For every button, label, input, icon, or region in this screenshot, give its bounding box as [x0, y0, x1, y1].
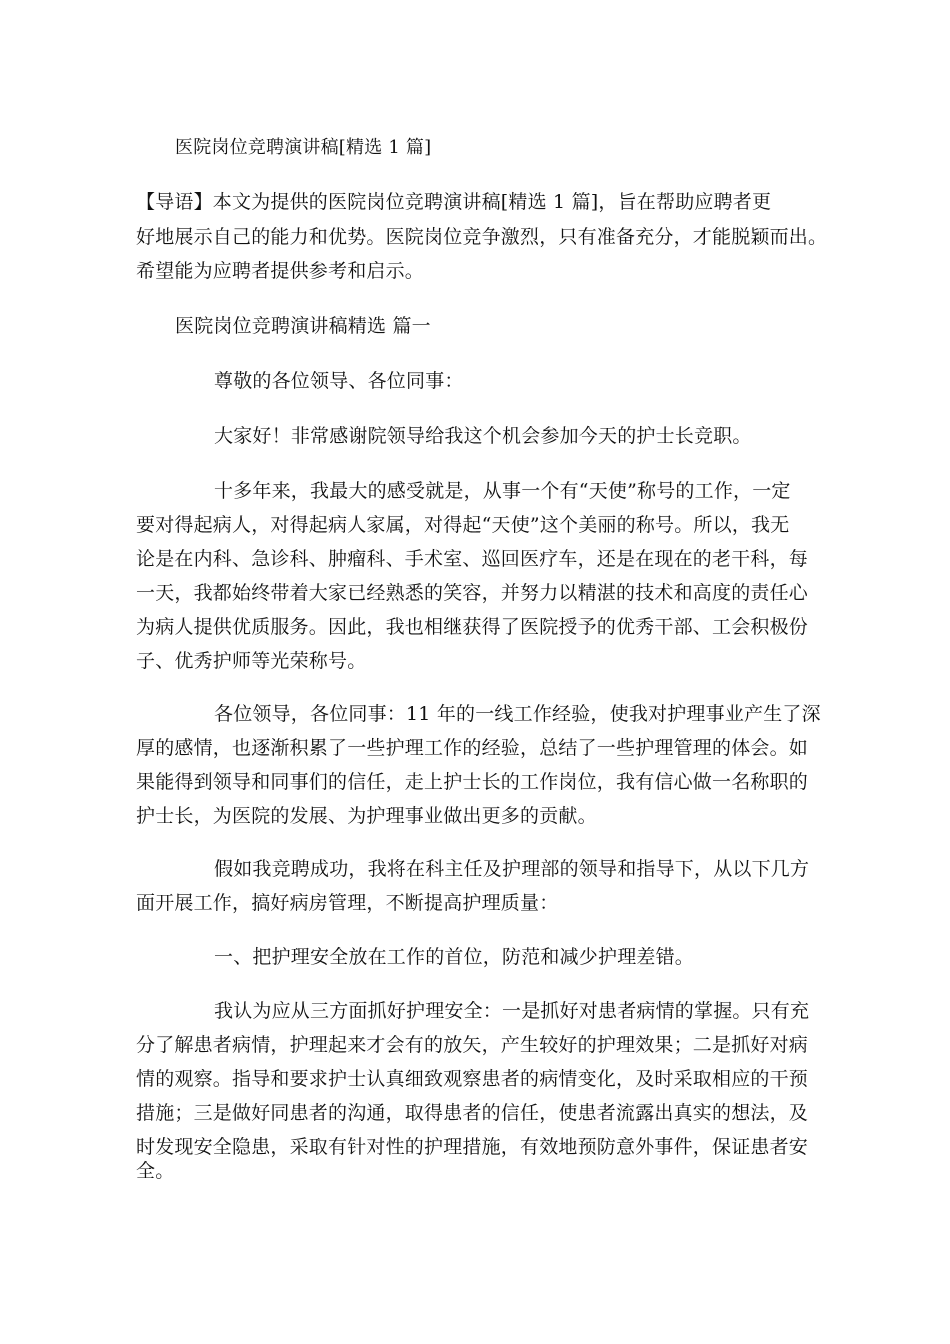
document-title: 医院岗位竞聘演讲稿[精选 1 篇] [175, 137, 432, 158]
paragraph-2-line-6: 子、优秀护师等光荣称号。 [136, 650, 367, 672]
paragraph-6-line-1: 我认为应从三方面抓好护理安全：一是抓好对患者病情的掌握。只有充 [214, 1000, 810, 1022]
paragraph-2-line-3: 论是在内科、急诊科、肿瘤科、手术室、巡回医疗车，还是在现在的老干科，每 [136, 548, 809, 570]
section-title: 医院岗位竞聘演讲稿精选 篇一 [175, 315, 431, 337]
paragraph-2-line-1: 十多年来，我最大的感受就是，从事一个有“天使”称号的工作，一定 [214, 480, 791, 502]
paragraph-4-line-1: 假如我竞聘成功，我将在科主任及护理部的领导和指导下，从以下几方 [214, 858, 810, 880]
paragraph-6-line-4: 措施；三是做好同患者的沟通，取得患者的信任，使患者流露出真实的想法，及 [136, 1102, 809, 1124]
paragraph-2-line-5: 为病人提供优质服务。因此，我也相继获得了医院授予的优秀干部、工会积极份 [136, 616, 809, 638]
paragraph-6-line-6: 全。 [136, 1160, 175, 1182]
paragraph-6-line-2: 分了解患者病情，护理起来才会有的放矢，产生较好的护理效果；二是抓好对病 [136, 1034, 809, 1056]
paragraph-6-line-3: 情的观察。指导和要求护士认真细致观察患者的病情变化，及时采取相应的干预 [136, 1068, 809, 1090]
paragraph-3-line-2: 厚的感情，也逐渐积累了一些护理工作的经验，总结了一些护理管理的体会。如 [136, 737, 809, 759]
paragraph-6-line-5: 时发现安全隐患，采取有针对性的护理措施，有效地预防意外事件，保证患者安 [136, 1136, 809, 1158]
intro-line-2: 好地展示自己的能力和优势。医院岗位竞争激烈，只有准备充分，才能脱颖而出。 [136, 226, 828, 248]
intro-line-1: 【导语】本文为提供的医院岗位竞聘演讲稿[精选 1 篇]，旨在帮助应聘者更 [136, 191, 772, 213]
paragraph-3-line-1: 各位领导，各位同事：11 年的一线工作经验，使我对护理事业产生了深 [214, 703, 821, 725]
paragraph-4-line-2: 面开展工作，搞好病房管理，不断提高护理质量： [136, 892, 559, 914]
paragraph-2-line-4: 一天，我都始终带着大家已经熟悉的笑容，并努力以精湛的技术和高度的责任心 [136, 582, 809, 604]
intro-line-3: 希望能为应聘者提供参考和启示。 [136, 260, 425, 282]
paragraph-3-line-3: 果能得到领导和同事们的信任，走上护士长的工作岗位，我有信心做一名称职的 [136, 771, 809, 793]
paragraph-1-line-1: 大家好！非常感谢院领导给我这个机会参加今天的护士长竞职。 [214, 425, 752, 447]
salutation: 尊敬的各位领导、各位同事： [214, 370, 464, 392]
paragraph-2-line-2: 要对得起病人，对得起病人家属，对得起“天使”这个美丽的称号。所以，我无 [136, 514, 790, 536]
paragraph-5-line-1: 一、把护理安全放在工作的首位，防范和减少护理差错。 [214, 946, 695, 968]
paragraph-3-line-4: 护士长，为医院的发展、为护理事业做出更多的贡献。 [136, 805, 597, 827]
